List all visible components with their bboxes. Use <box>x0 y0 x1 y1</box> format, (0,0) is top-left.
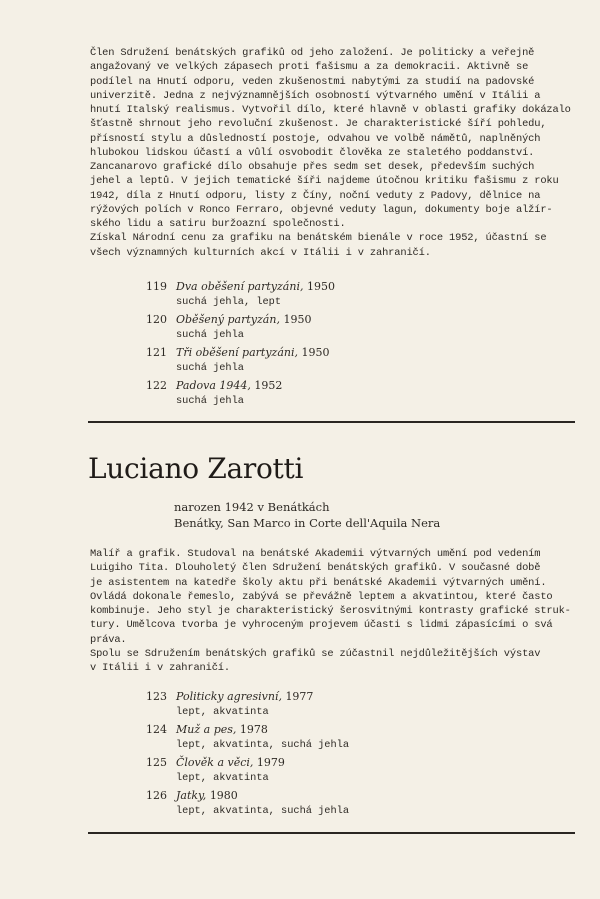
artwork-technique: lept, akvatinta <box>176 772 269 784</box>
section-divider <box>88 832 575 834</box>
text-line: Člen Sdružení benátských grafiků od jeho založení. Je politicky a veřejně <box>90 47 535 59</box>
text-line: tury. Umělcova tvorba je vyhroceným projevem účasti s lidmi zápasícími o svá <box>90 619 553 632</box>
text-line: Zancanarovo grafické dílo obsahuje přes sedm set desek, především suchých <box>90 161 535 173</box>
text-line: šťastně shrnout jeho revoluční zkušenost. Je charakteristické šíří pohledu, <box>90 118 547 131</box>
artwork-title: Tři oběšení partyzáni, <box>176 346 298 359</box>
artwork-year: 1979 <box>256 756 285 769</box>
biography-paragraph <box>90 46 575 260</box>
artwork-year: 1978 <box>239 723 268 736</box>
text-line: hnutí Italský realismus. Vytvořil dílo, které hlavně v oblasti grafiky dokázalo <box>90 104 571 116</box>
birth-info: narozen 1942 v Benátkách <box>174 500 330 514</box>
text-line: 1942, díla z Hnutí odporu, listy z Číny, noční veduty z Padovy, dělnice na <box>90 189 541 202</box>
text-line: Malíř a grafik. Studoval na benátské Akademii výtvarných umění pod vedením <box>90 548 541 560</box>
artwork-technique: suchá jehla, lept <box>176 296 282 308</box>
text-line: Ovládá dokonale řemeslo, zabývá se převážně leptem a akvatintou, které často <box>90 590 553 603</box>
artwork-title: Člověk a věci, <box>176 756 254 769</box>
artwork-title: Politicky agresivní, <box>176 690 282 703</box>
text-line: Luigiho Tita. Dlouholetý člen Sdružení benátských grafiků. V současné době <box>90 562 541 575</box>
text-line: je asistentem na katedře školy aktu při benátské Akademii výtvarných umění. <box>90 576 547 589</box>
artwork-year: 1977 <box>285 690 314 703</box>
catalog-number: 123 <box>146 690 167 703</box>
artwork-year: 1952 <box>254 379 283 392</box>
artwork-year: 1950 <box>301 346 330 359</box>
text-line: Získal Národní cenu za grafiku na benátském bienále v roce 1952, účastní se <box>90 232 547 245</box>
text-line: jehel a leptů. V jejich tematické šíři najdeme útočnou kritiku fašismu z roku <box>90 175 559 188</box>
artwork-title: Dva oběšení partyzáni, <box>176 280 304 293</box>
artwork-year: 1950 <box>306 280 335 293</box>
biography-paragraph <box>90 547 575 675</box>
catalog-number: 120 <box>146 313 167 326</box>
artwork-title: Oběšený partyzán, <box>176 313 280 326</box>
catalog-number: 119 <box>146 280 167 293</box>
catalog-number: 125 <box>146 756 167 769</box>
section-divider <box>88 421 575 423</box>
text-line: podílel na Hnutí odporu, veden zkušenostmi nabytými za studií na padovské <box>90 75 535 88</box>
catalog-number: 126 <box>146 789 167 802</box>
artwork-title: Muž a pes, <box>176 723 237 736</box>
artwork-technique: lept, akvatinta, suchá jehla <box>176 739 350 751</box>
text-line: v Itálii i v zahraničí. <box>90 662 230 674</box>
artwork-technique: suchá jehla <box>176 362 244 374</box>
artist-name: Luciano Zarotti <box>88 452 304 485</box>
text-line: práva. <box>90 633 127 646</box>
catalog-number: 121 <box>146 346 167 359</box>
artwork-technique: lept, akvatinta, suchá jehla <box>176 805 350 817</box>
artwork-technique: lept, akvatinta <box>176 706 269 718</box>
text-line: hlubokou lidskou účastí a vůlí osvobodit člověka ze staletého poddanství. <box>90 146 535 159</box>
artwork-technique: suchá jehla <box>176 395 244 407</box>
artwork-year: 1950 <box>283 313 312 326</box>
artist-address: Benátky, San Marco in Corte dell'Aquila Nera <box>174 516 441 530</box>
catalog-number: 122 <box>146 379 167 392</box>
artwork-title: Jatky, <box>176 789 207 802</box>
artwork-title: Padova 1944, <box>176 379 251 392</box>
text-line: rýžových polích v Ronco Ferraro, objevné veduty lagun, dokumenty boje alžír- <box>90 203 553 216</box>
artwork-year: 1980 <box>209 789 238 802</box>
catalog-number: 124 <box>146 723 167 736</box>
text-line: kombinuje. Jeho styl je charakteristický šerosvitnými kontrasty grafické struk- <box>90 605 571 617</box>
text-line: všech významných kulturních akcí v Itálii i v zahraničí. <box>90 246 431 259</box>
text-line: univerzitě. Jedna z nejvýznamnějších osobností výtvarného umění v Itálii a <box>90 89 541 102</box>
text-line: Spolu se Sdružením benátských grafiků se zúčastnil nejdůležitějších výstav <box>90 647 541 660</box>
text-line: angažovaný ve velkých zápasech proti fašismu a za demokracii. Aktivně se <box>90 61 529 74</box>
artwork-technique: suchá jehla <box>176 329 244 341</box>
text-line: ského lidu a satiru buržoazní společnosti. <box>90 218 346 230</box>
text-line: přísností stylu a důsledností postoje, odvahou ve volbě námětů, naplněných <box>90 132 541 145</box>
